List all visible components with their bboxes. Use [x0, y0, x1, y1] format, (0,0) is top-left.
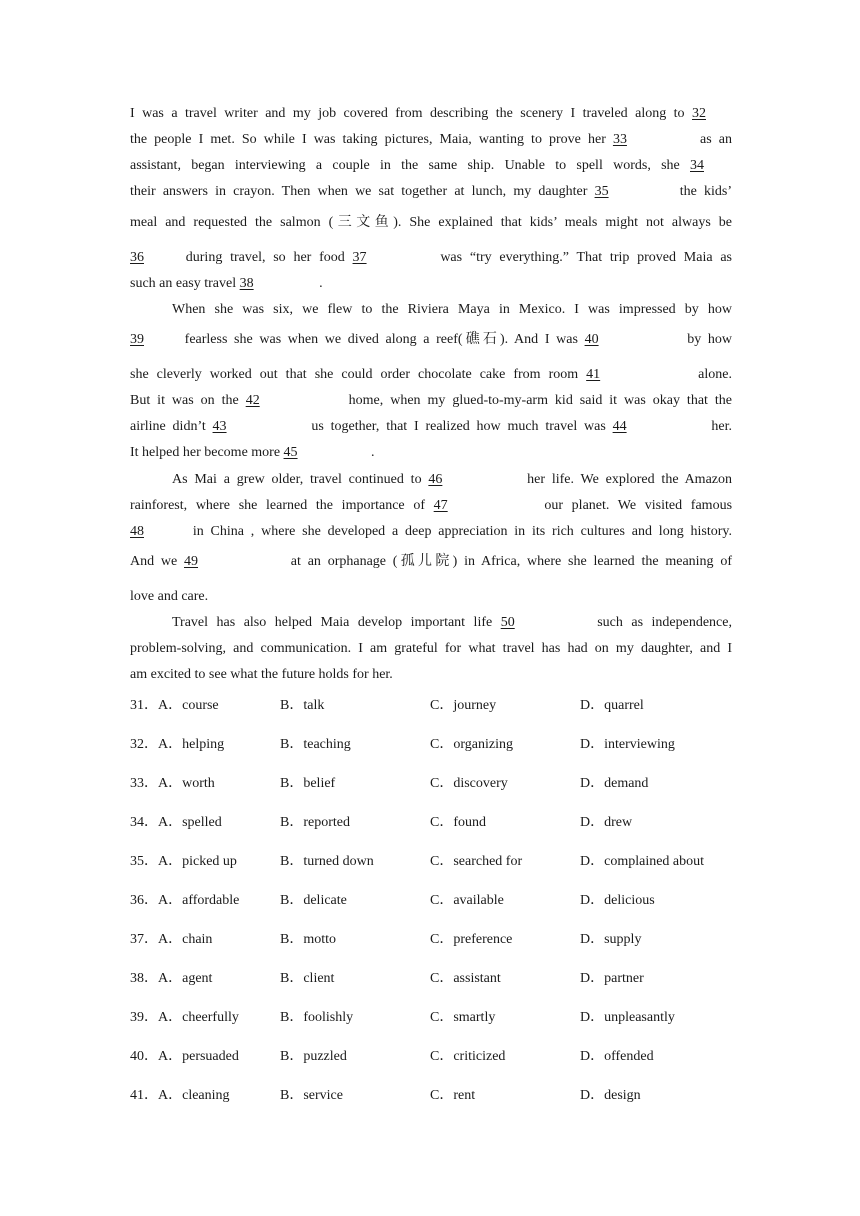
passage-line: assistant, began interviewing a couple in the same ship. Unable to spell words, she 34	[130, 157, 732, 175]
option-row	[130, 1009, 750, 1027]
blank-38: 38	[239, 276, 254, 291]
option-c: C．found	[430, 815, 486, 830]
passage-line: But it was on the 42 home, when my glued-to-my-arm kid said it was okay that the	[130, 393, 732, 408]
passage-line: such an easy travel 38 .	[130, 276, 323, 291]
option-d: D．demand	[580, 776, 649, 791]
blank-32: 32	[692, 106, 706, 121]
option-b: B．client	[280, 971, 335, 986]
option-row	[130, 892, 750, 910]
blank-46: 46	[428, 472, 443, 487]
passage-line: And we 49 at an orphanage (孤儿院) in Africa, where she learned the meaning of	[130, 554, 732, 569]
blank-42: 42	[245, 393, 260, 408]
option-row	[130, 853, 750, 871]
option-b: B．delicate	[280, 893, 347, 908]
passage-line: meal and requested the salmon (三文鱼). She explained that kids’ meals might not always be	[130, 215, 732, 230]
option-row	[130, 775, 750, 793]
blank-43: 43	[212, 419, 227, 434]
option-a: 38．A．agent	[130, 971, 213, 986]
option-b: B．foolishly	[280, 1010, 354, 1025]
option-a: 37．A．chain	[130, 932, 213, 947]
option-a: 39．A．cheerfully	[130, 1010, 239, 1025]
option-c: C．journey	[430, 698, 497, 713]
option-c: C．available	[430, 893, 504, 908]
option-c: C．organizing	[430, 737, 513, 752]
passage-line: problem-solving, and communication. I am grateful for what travel has had on my daughter, and I	[130, 641, 732, 656]
option-a: 36．A．affordable	[130, 893, 240, 908]
blank-39: 39	[130, 332, 144, 347]
blank-44: 44	[612, 419, 627, 434]
blank-50: 50	[500, 615, 515, 630]
option-d: D．delicious	[580, 893, 655, 908]
option-d: D．drew	[580, 815, 633, 830]
passage-line: It helped her become more 45 .	[130, 445, 375, 460]
option-b: B．teaching	[280, 737, 351, 752]
option-d: D．design	[580, 1088, 641, 1103]
passage-line: 48 in China , where she developed a deep appreciation in its rich cultures and long history.	[130, 524, 732, 539]
passage-line: airline didn’t 43 us together, that I realized how much travel was 44 her.	[130, 419, 732, 434]
blank-40: 40	[584, 332, 599, 347]
option-row	[130, 1048, 750, 1066]
option-a: 35．A．picked up	[130, 854, 237, 869]
passage-line: As Mai a grew older, travel continued to 46 her life. We explored the Amazon	[172, 472, 732, 487]
blank-48: 48	[130, 524, 144, 539]
option-c: C．criticized	[430, 1049, 506, 1064]
option-row	[130, 931, 750, 949]
passage-line: 39 fearless she was when we dived along a reef(礁石). And I was 40 by how	[130, 332, 732, 347]
passage-line: love and care.	[130, 589, 209, 604]
passage-line: I was a travel writer and my job covered from describing the scenery I traveled along to 32	[130, 105, 732, 123]
blank-35: 35	[594, 184, 609, 199]
passage-line: rainforest, where she learned the importance of 47 our planet. We visited famous	[130, 498, 733, 513]
option-c: C．smartly	[430, 1010, 496, 1025]
option-b: B．motto	[280, 932, 337, 947]
blank-41: 41	[586, 367, 601, 382]
option-row	[130, 814, 750, 832]
option-d: D．supply	[580, 932, 642, 947]
option-b: B．talk	[280, 698, 325, 713]
option-row	[130, 697, 750, 715]
option-b: B．service	[280, 1088, 343, 1103]
option-a: 40．A．persuaded	[130, 1049, 239, 1064]
passage-line: am excited to see what the future holds for her.	[130, 667, 393, 682]
option-a: 41．A．cleaning	[130, 1088, 230, 1103]
blank-45: 45	[283, 445, 298, 460]
passage-line: she cleverly worked out that she could order chocolate cake from room 41 alone.	[130, 367, 732, 382]
option-b: B．reported	[280, 815, 350, 830]
option-d: D．complained about	[580, 854, 705, 869]
option-a: 32．A．helping	[130, 737, 225, 752]
option-c: C．preference	[430, 932, 513, 947]
option-a: 31．A．course	[130, 698, 219, 713]
option-row	[130, 970, 750, 988]
option-c: C．discovery	[430, 776, 508, 791]
blank-34: 34	[690, 158, 704, 173]
option-c: C．assistant	[430, 971, 501, 986]
passage-line: 36 during travel, so her food 37 was “try everything.” That trip proved Maia as	[130, 250, 732, 265]
passage-line: the people I met. So while I was taking pictures, Maia, wanting to prove her 33 as an	[130, 132, 732, 147]
option-d: D．partner	[580, 971, 644, 986]
passage-line: When she was six, we flew to the Riviera Maya in Mexico. I was impressed by how	[172, 302, 732, 317]
option-c: C．rent	[430, 1088, 476, 1103]
option-b: B．belief	[280, 776, 336, 791]
option-d: D．interviewing	[580, 737, 675, 752]
option-row	[130, 1087, 750, 1105]
blank-36: 36	[130, 250, 144, 265]
option-a: 34．A．spelled	[130, 815, 222, 830]
option-b: B．turned down	[280, 854, 374, 869]
option-row	[130, 736, 750, 754]
option-c: C．searched for	[430, 854, 523, 869]
blank-37: 37	[352, 250, 367, 265]
option-d: D．offended	[580, 1049, 654, 1064]
blank-47: 47	[433, 498, 448, 513]
option-a: 33．A．worth	[130, 776, 215, 791]
blank-33: 33	[612, 132, 627, 147]
passage-line: Travel has also helped Maia develop important life 50 such as independence,	[172, 615, 732, 630]
blank-49: 49	[184, 554, 199, 569]
option-d: D．quarrel	[580, 698, 644, 713]
passage-line: their answers in crayon. Then when we sat together at lunch, my daughter 35 the kids’	[130, 184, 732, 199]
option-b: B．puzzled	[280, 1049, 347, 1064]
option-d: D．unpleasantly	[580, 1010, 675, 1025]
